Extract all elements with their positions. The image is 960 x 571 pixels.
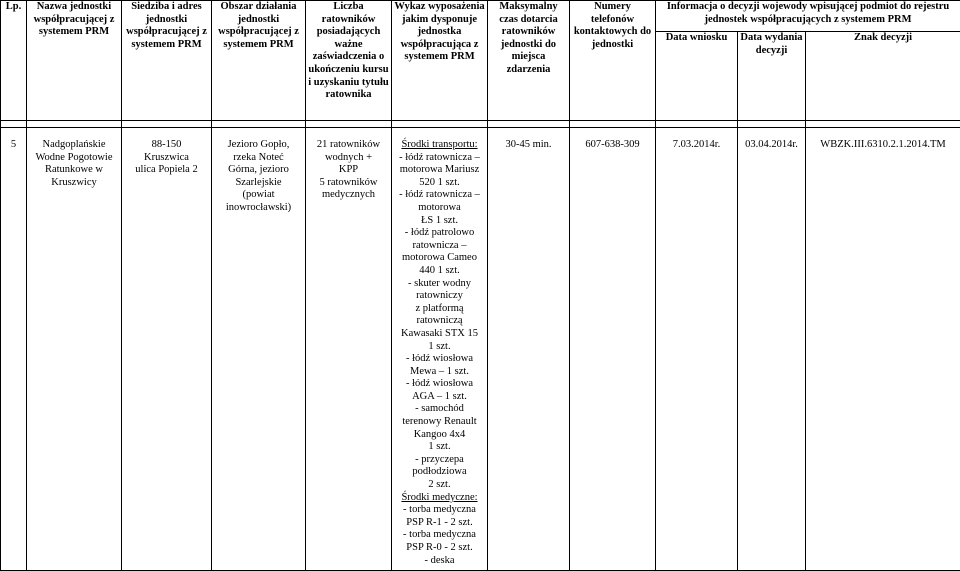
seat-line: ulica Popiela 2 (124, 164, 209, 177)
equipment-line: - deska (394, 555, 485, 568)
cell-equipment (392, 128, 488, 571)
equipment-line: motorowa Mariusz (394, 164, 485, 177)
equipment-line: motorowa Cameo (394, 252, 485, 265)
equipment-line: motorowa (394, 202, 485, 215)
header-phones: Numery telefonów kontaktowych do jednostki (570, 1, 656, 121)
cell-phones: 607-638-309 (570, 128, 656, 571)
equipment-line: Kawasaki STX 15 (394, 328, 485, 341)
header-area: Obszar działania jednostki współpracującej z systemem PRM (212, 1, 306, 121)
equipment-line: 1 szt. (394, 341, 485, 354)
rescuers-line: 5 ratowników (308, 177, 389, 190)
header-issue-date: Data wydania decyzji (738, 32, 806, 121)
header-rescuers: Liczba ratowników posiadających ważne zaświadczenia o ukończeniu kursu i uzyskaniu tytułu ratownika (306, 1, 392, 121)
equipment-line: 440 1 szt. (394, 265, 485, 278)
area-line: Szarlejskie (214, 177, 303, 190)
equipment-section-heading: Środki medyczne: (394, 492, 485, 505)
rescuers-line: 21 ratowników (308, 139, 389, 152)
cell-area (212, 128, 306, 571)
equipment-section-heading: Środki transportu: (394, 139, 485, 152)
header-lp: Lp. (1, 1, 27, 121)
area-line: inowrocławski) (214, 202, 303, 215)
header-decision-group: Informacja o decyzji wojewody wpisującej podmiot do rejestru jednostek współpracujących z systemem PRM (656, 1, 960, 32)
rescuers-line: medycznych (308, 189, 389, 202)
equipment-line: - łódź patrolowo (394, 227, 485, 240)
cell-issue-date: 03.04.2014r. (738, 128, 806, 571)
equipment-line: terenowy Renault (394, 416, 485, 429)
cell-name: Nadgoplańskie Wodne Pogotowie Ratunkowe w Kruszwicy (27, 128, 122, 571)
equipment-line: - torba medyczna (394, 529, 485, 542)
table-row (1, 128, 960, 571)
equipment-line: 520 1 szt. (394, 177, 485, 190)
header-seat: Siedziba i adres jednostki współpracującej z systemem PRM (122, 1, 212, 121)
equipment-line: podłodziowa (394, 466, 485, 479)
header-app-date: Data wniosku (656, 32, 738, 121)
equipment-line: - przyczepa (394, 454, 485, 467)
cell-max-time: 30-45 min. (488, 128, 570, 571)
equipment-line: - torba medyczna (394, 504, 485, 517)
equipment-line: - samochód (394, 403, 485, 416)
equipment-line: Kangoo 4x4 (394, 429, 485, 442)
equipment-line: Mewa – 1 szt. (394, 366, 485, 379)
rescuers-line: wodnych + (308, 152, 389, 165)
header-max-time: Maksymalny czas dotarcia ratowników jednostki do miejsca zdarzenia (488, 1, 570, 121)
cell-app-date: 7.03.2014r. (656, 128, 738, 571)
area-line: (powiat (214, 189, 303, 202)
equipment-line: ratowniczą (394, 315, 485, 328)
seat-line: Kruszwica (124, 152, 209, 165)
equipment-line: PSP R-0 - 2 szt. (394, 542, 485, 555)
equipment-line: z platformą (394, 303, 485, 316)
header-row-top (1, 1, 960, 32)
equipment-line: - łódź wiosłowa (394, 353, 485, 366)
equipment-line: PSP R-1 - 2 szt. (394, 517, 485, 530)
cell-rescuers (306, 128, 392, 571)
cell-lp: 5 (1, 128, 27, 571)
equipment-line: 2 szt. (394, 479, 485, 492)
seat-line: 88-150 (124, 139, 209, 152)
spacer-row (1, 121, 960, 128)
area-line: Górna, jezioro (214, 164, 303, 177)
rescuers-line: KPP (308, 164, 389, 177)
equipment-line: 1 szt. (394, 441, 485, 454)
area-line: Jezioro Gopło, (214, 139, 303, 152)
equipment-line: - łódź wiosłowa (394, 378, 485, 391)
equipment-line: - skuter wodny (394, 278, 485, 291)
cell-decision-no: WBZK.III.6310.2.1.2014.TM (806, 128, 960, 571)
equipment-line: ŁS 1 szt. (394, 215, 485, 228)
equipment-line: - łódź ratownicza – (394, 152, 485, 165)
header-equipment: Wykaz wyposażenia jakim dysponuje jednostka współpracująca z systemem PRM (392, 1, 488, 121)
equipment-line: ratownicza – (394, 240, 485, 253)
header-decision-no: Znak decyzji (806, 32, 960, 121)
equipment-line: ratowniczy (394, 290, 485, 303)
equipment-line: AGA – 1 szt. (394, 391, 485, 404)
header-name: Nazwa jednostki współpracującej z systemem PRM (27, 1, 122, 121)
cell-seat (122, 128, 212, 571)
equipment-line: - łódź ratownicza – (394, 189, 485, 202)
area-line: rzeka Noteć (214, 152, 303, 165)
